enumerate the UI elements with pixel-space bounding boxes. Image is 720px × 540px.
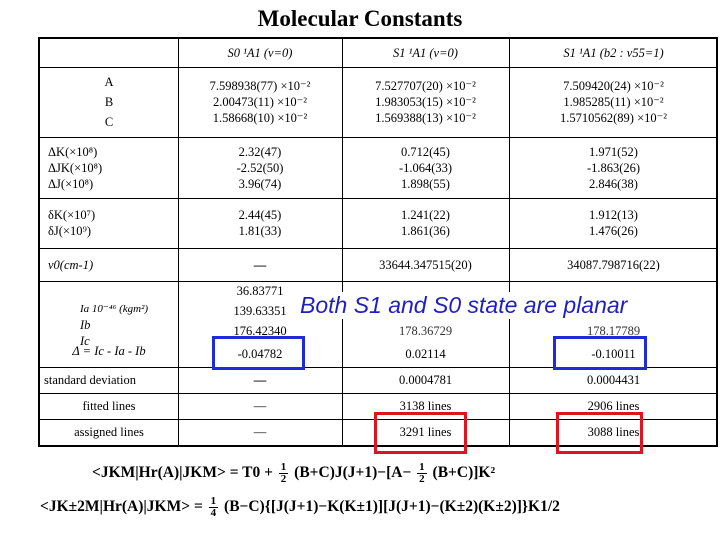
- rot-s1-b: 1.983053(15) ×10⁻²: [375, 95, 476, 109]
- inertia-s1-ic: 178.36729: [398, 324, 453, 338]
- page-title: Molecular Constants: [257, 6, 463, 31]
- delta-s1v-j: 2.846(38): [589, 176, 638, 191]
- highlight-box-s1-assigned: [374, 412, 467, 454]
- rot-s1v-c: 1.5710562(89) ×10⁻²: [560, 111, 667, 125]
- fitted-s0: —: [253, 399, 267, 413]
- nu-value-s1-v55: 34087.798716(22): [567, 257, 660, 272]
- planar-statement: Both S1 and S0 state are planar: [296, 292, 674, 319]
- rot-s0-b: 2.00473(11) ×10⁻²: [212, 95, 307, 109]
- label-b: B: [104, 95, 114, 109]
- inertia-defect-s1-v55: -0.10011: [591, 347, 636, 361]
- rot-s1-c: 1.569388(13) ×10⁻²: [375, 111, 476, 125]
- eq1-fraction: [279, 462, 289, 485]
- eq2-frac-den: 4: [210, 507, 217, 519]
- std-s0: —: [253, 373, 267, 387]
- assigned-s1: 3291 lines: [399, 425, 452, 439]
- d-s0-j: 1.81(33): [238, 224, 282, 238]
- d-s1-k: 1.241(22): [401, 208, 450, 222]
- d-values-s0: [178, 198, 342, 248]
- header-s0: S0 ¹A1 (v=0): [227, 46, 293, 60]
- eq1-frac2-num: 1: [419, 461, 425, 473]
- rot-s1v-a: 7.509420(24) ×10⁻²: [563, 79, 664, 93]
- rot-values-s1-v55: [509, 67, 718, 137]
- delta-s0-k: 2.32(47): [238, 144, 282, 159]
- equation-offdiagonal: [40, 496, 560, 519]
- constants-table: [38, 37, 718, 447]
- delta-values-s0: [178, 137, 342, 198]
- eq2-fraction: [209, 496, 219, 519]
- eq1-right: (B+C)J(J+1)−[A−: [294, 464, 412, 482]
- delta-s1-jk: -1.064(33): [398, 160, 453, 175]
- d-labels: [40, 198, 178, 248]
- inertia-defect-s1: 0.02114: [405, 347, 446, 361]
- nu-value-s1: 33644.347515(20): [379, 257, 472, 272]
- delta-labels: [40, 137, 178, 198]
- delta-s1-j: 1.898(55): [401, 176, 450, 191]
- inertia-s1v-ic: 178.17789: [586, 324, 641, 338]
- eq2-left: <JK±2M|Hr(A)|JKM> =: [40, 498, 203, 516]
- label-d-j: δJ(×10⁹): [48, 224, 91, 238]
- eq2-right: (B−C){[J(J+1)−K(K±1)][J(J+1)−(K±2)(K±2)]}K1/2: [224, 498, 560, 516]
- std-s1-v55: 0.0004431: [586, 373, 641, 387]
- fitted-s1: 3138 lines: [399, 399, 452, 413]
- delta-values-s1-v55: [509, 137, 718, 198]
- rot-values-s0: [178, 67, 342, 137]
- label-delta-k: ΔK(×10⁸): [48, 144, 98, 159]
- d-values-s1-v55: [509, 198, 718, 248]
- d-s1v-k: 1.912(13): [589, 208, 638, 222]
- d-s0-k: 2.44(45): [238, 208, 282, 222]
- rot-labels: [40, 67, 178, 137]
- eq1-tail: (B+C)]K²: [432, 464, 496, 482]
- label-a: A: [104, 75, 114, 89]
- rot-values-s1: [342, 67, 509, 137]
- label-delta-jk: ΔJK(×10⁸): [48, 160, 103, 175]
- delta-values-s1: [342, 137, 509, 198]
- std-s1: 0.0004781: [398, 373, 453, 387]
- label-ia: Ia 10⁻⁴⁶ (kgm²): [80, 303, 149, 315]
- rot-s0-c: 1.58668(10) ×10⁻²: [212, 111, 308, 125]
- inertia-defect-s0: -0.04782: [237, 347, 283, 361]
- fitted-s1-v55: 2906 lines: [587, 399, 640, 413]
- inertia-s0-ia: 36.83771: [236, 284, 284, 298]
- inertia-s0-ib: 139.63351: [233, 304, 287, 318]
- rot-s1-a: 7.527707(20) ×10⁻²: [375, 79, 476, 93]
- highlight-box-s1v-assigned: [556, 412, 643, 454]
- eq1-frac-den: 2: [280, 473, 287, 485]
- d-values-s1: [342, 198, 509, 248]
- label-c: C: [104, 115, 114, 129]
- header-s1-v55: S1 ¹A1 (b2 : ν55=1): [563, 46, 664, 60]
- highlight-box-s1v-defect: [553, 336, 647, 370]
- label-ic: Ic: [80, 334, 90, 348]
- eq2-frac-num: 1: [210, 495, 217, 507]
- nu-label: ν0(cm-1): [48, 257, 94, 272]
- d-s1-j: 1.861(36): [401, 224, 450, 238]
- delta-s1-k: 0.712(45): [401, 144, 450, 159]
- header-s1: S1 ¹A1 (v=0): [393, 46, 458, 60]
- d-s1v-j: 1.476(26): [589, 224, 638, 238]
- delta-s1v-jk: -1.863(26): [586, 160, 641, 175]
- delta-s1v-k: 1.971(52): [589, 144, 638, 159]
- eq1-left: <JKM|Hr(A)|JKM> = T0 +: [92, 464, 273, 482]
- std-label: standard deviation: [44, 373, 136, 387]
- assigned-s1-v55: 3088 lines: [587, 425, 640, 439]
- rot-s0-a: 7.598938(77) ×10⁻²: [209, 79, 311, 93]
- eq1-fraction-2: [417, 462, 427, 485]
- row-divider-nu: [40, 281, 716, 282]
- delta-s0-jk: -2.52(50): [236, 160, 284, 175]
- label-delta-j: ΔJ(×10⁸): [48, 176, 94, 191]
- label-ib: Ib: [80, 318, 91, 332]
- equation-diagonal: [92, 462, 495, 485]
- assigned-s0: —: [253, 425, 267, 439]
- rot-s1v-b: 1.985285(11) ×10⁻²: [563, 95, 664, 109]
- label-inertia-defect: Δ = Ic - Ia - Ib: [72, 344, 146, 358]
- inertia-s0-ic: 176.42340: [233, 324, 287, 338]
- eq1-frac2-den: 2: [419, 473, 425, 485]
- delta-s0-j: 3.96(74): [238, 176, 282, 191]
- eq1-frac-num: 1: [280, 461, 287, 473]
- nu-value-s0: —: [253, 257, 267, 272]
- fitted-label: fitted lines: [82, 399, 136, 413]
- label-d-k: δK(×10⁷): [48, 208, 96, 222]
- assigned-label: assigned lines: [74, 425, 144, 439]
- highlight-box-s0-defect: [212, 336, 305, 370]
